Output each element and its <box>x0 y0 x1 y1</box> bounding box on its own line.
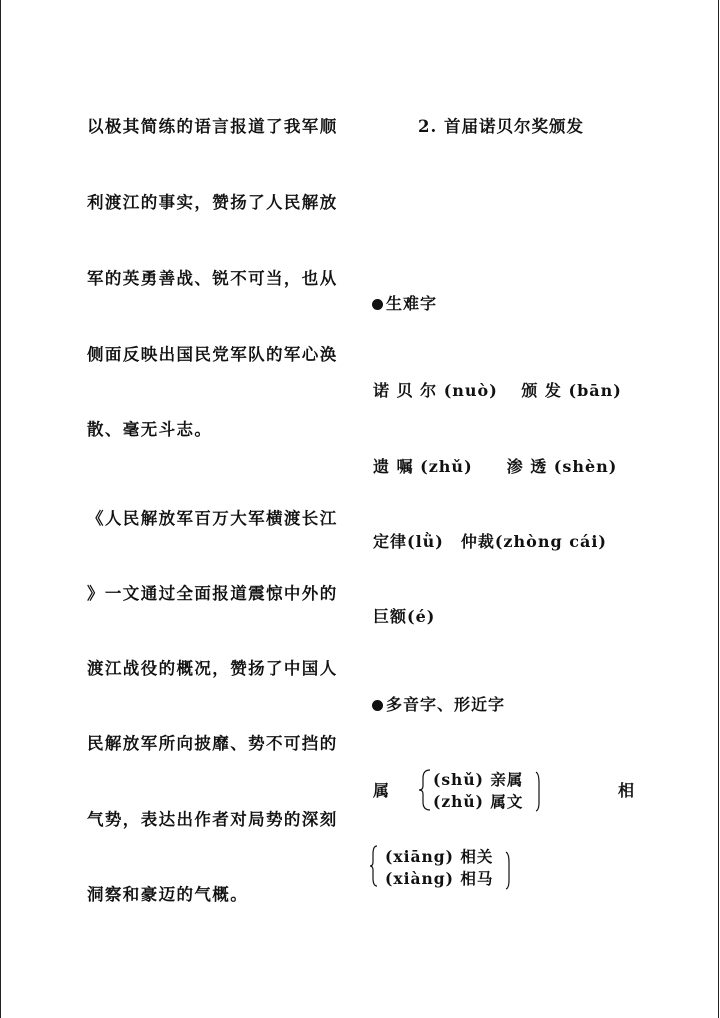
left-line-1: 以极其简练的语言报道了我军顺 <box>87 117 338 136</box>
xiang-reading-1: (xiāng) 相关 <box>385 847 494 866</box>
xiang-character: 相 <box>618 781 636 800</box>
shu-reading-2: (zhǔ) 属文 <box>433 792 524 811</box>
section1-title <box>372 291 437 314</box>
section2-title <box>372 692 505 715</box>
left-line-10: 气势，表达出作者对局势的深刻 <box>87 810 338 829</box>
left-line-9: 民解放军所向披靡、势不可挡的 <box>87 734 338 753</box>
shu-character: 属 <box>373 781 391 800</box>
shu-reading-1: (shǔ) 亲属 <box>433 770 524 789</box>
section2-label: 多音字、形近字 <box>386 695 506 714</box>
bullet-icon <box>372 700 383 711</box>
left-line-4: 侧面反映出国民党军队的军心涣 <box>87 345 338 364</box>
left-line-5: 散、毫无斗志。 <box>87 420 213 439</box>
left-line-3: 军的英勇善战、锐不可当，也从 <box>87 269 338 288</box>
left-brace-icon <box>369 844 379 888</box>
left-brace-icon <box>418 768 432 812</box>
left-line-7: 》一文通过全面报道震惊中外的 <box>87 584 338 603</box>
page-right-border <box>718 0 719 1018</box>
vocab-line-3: 定律(lǜ) 仲裁(zhòng cái) <box>373 532 607 551</box>
page-left-border <box>0 0 1 1018</box>
vocab-line-1: 诺 贝 尔 (nuò) 颁 发 (bān) <box>373 381 622 400</box>
section-heading: 2. 首届诺贝尔奖颁发 <box>418 117 584 136</box>
vocab-line-2: 遗 嘱 (zhǔ) 渗 透 (shèn) <box>373 457 618 476</box>
bullet-icon <box>372 299 383 310</box>
right-bracket-icon <box>535 770 541 812</box>
right-bracket-icon <box>505 850 511 890</box>
left-line-11: 洞察和豪迈的气概。 <box>87 885 249 904</box>
vocab-line-4: 巨额(é) <box>373 607 436 626</box>
left-line-6: 《人民解放军百万大军横渡长江 <box>87 509 338 528</box>
left-line-8: 渡江战役的概况，赞扬了中国人 <box>87 659 338 678</box>
left-line-2: 利渡江的事实，赞扬了人民解放 <box>87 193 338 212</box>
section1-label: 生难字 <box>386 294 438 313</box>
xiang-reading-2: (xiàng) 相马 <box>385 869 494 888</box>
